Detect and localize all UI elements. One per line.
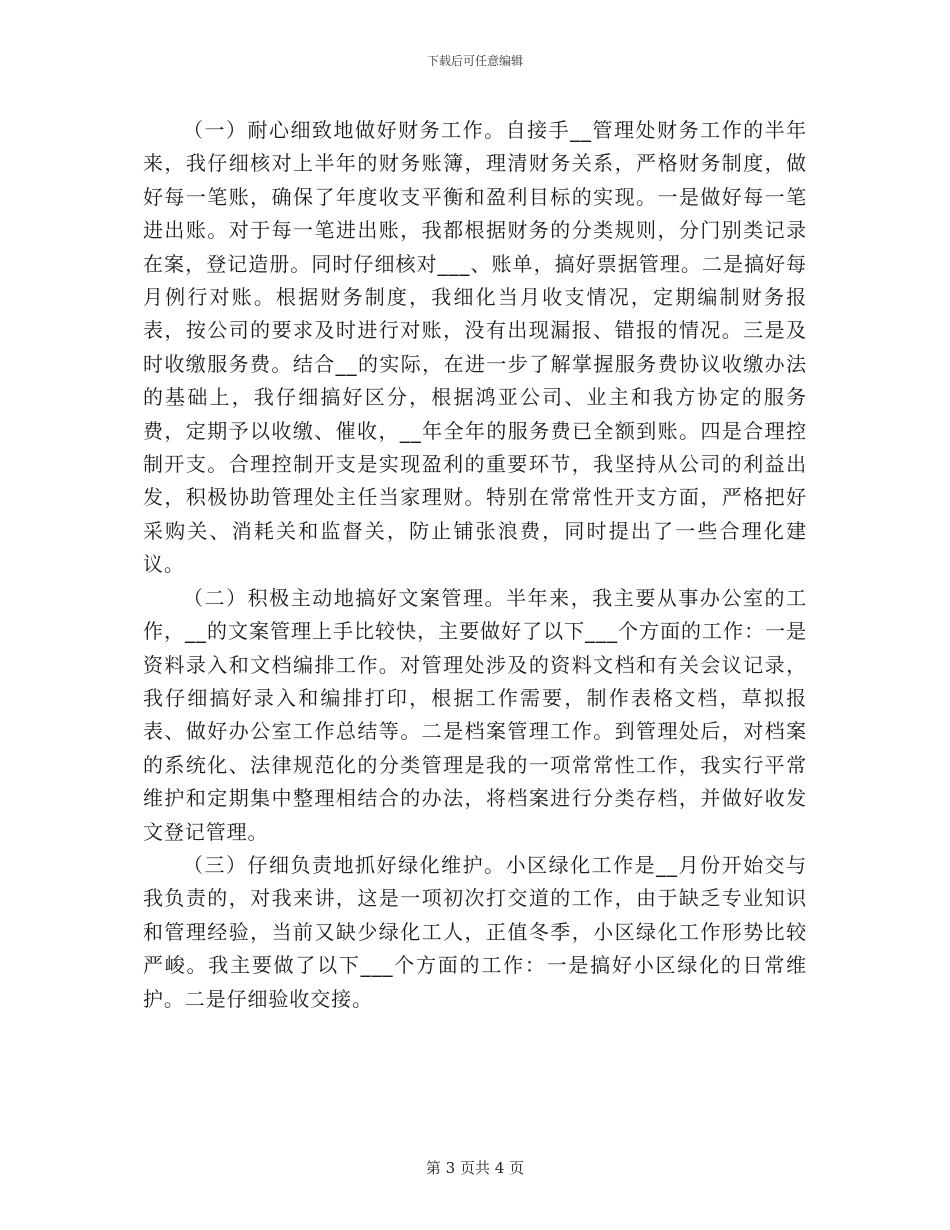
document-body [143, 114, 807, 1016]
page-footer: 第 3 页共 4 页 [425, 1159, 525, 1177]
paragraph-finance: （一）耐心细致地做好财务工作。自接手__管理处财务工作的半年来，我仔细核对上半年的财务账簿，理清财务关系，严格财务制度，做好每一笔账，确保了年度收支平衡和盈利目标的实现。一是做好每一笔进出账。对于每一笔进出账，我都根据财务的分类规则，分门别类记录在案，登记造册。同时仔细核对___、账单，搞好票据管理。二是搞好每月例行对账。根据财务制度，我细化当月收支情况，定期编制财务报表，按公司的要求及时进行对账，没有出现漏报、错报的情况。三是及时收缴服务费。结合__的实际，在进一步了解掌握服务费协议收缴办法的基础上，我仔细搞好区分，根据鸿亚公司、业主和我方协定的服务费，定期予以收缴、催收，__年全年的服务费已全额到账。四是合理控制开支。合理控制开支是实现盈利的重要环节，我坚持从公司的利益出发，积极协助管理处主任当家理财。特别在常常性开支方面，严格把好采购关、消耗关和监督关，防止铺张浪费，同时提出了一些合理化建议。 [143, 118, 807, 577]
paragraph-documents: （二）积极主动地搞好文案管理。半年来，我主要从事办公室的工作，__的文案管理上手比较快，主要做好了以下___个方面的工作：一是资料录入和文档编排工作。对管理处涉及的资料文档和有关会议记录，我仔细搞好录入和编排打印，根据工作需要，制作表格文档，草拟报表、做好办公室工作总结等。二是档案管理工作。到管理处后，对档案的系统化、法律规范化的分类管理是我的一项常常性工作，我实行平常维护和定期集中整理相结合的办法，将档案进行分类存档，并做好收发文登记管理。 [143, 585, 807, 844]
page-header: 下载后可任意编辑 [426, 54, 523, 68]
paragraph-greening: （三）仔细负责地抓好绿化维护。小区绿化工作是__月份开始交与我负责的，对我来讲，这是一项初次打交道的工作，由于缺乏专业知识和管理经验，当前又缺少绿化工人，正值冬季，小区绿化工作形势比较严峻。我主要做了以下___个方面的工作：一是搞好小区绿化的日常维护。二是仔细验收交接。 [143, 852, 807, 1011]
